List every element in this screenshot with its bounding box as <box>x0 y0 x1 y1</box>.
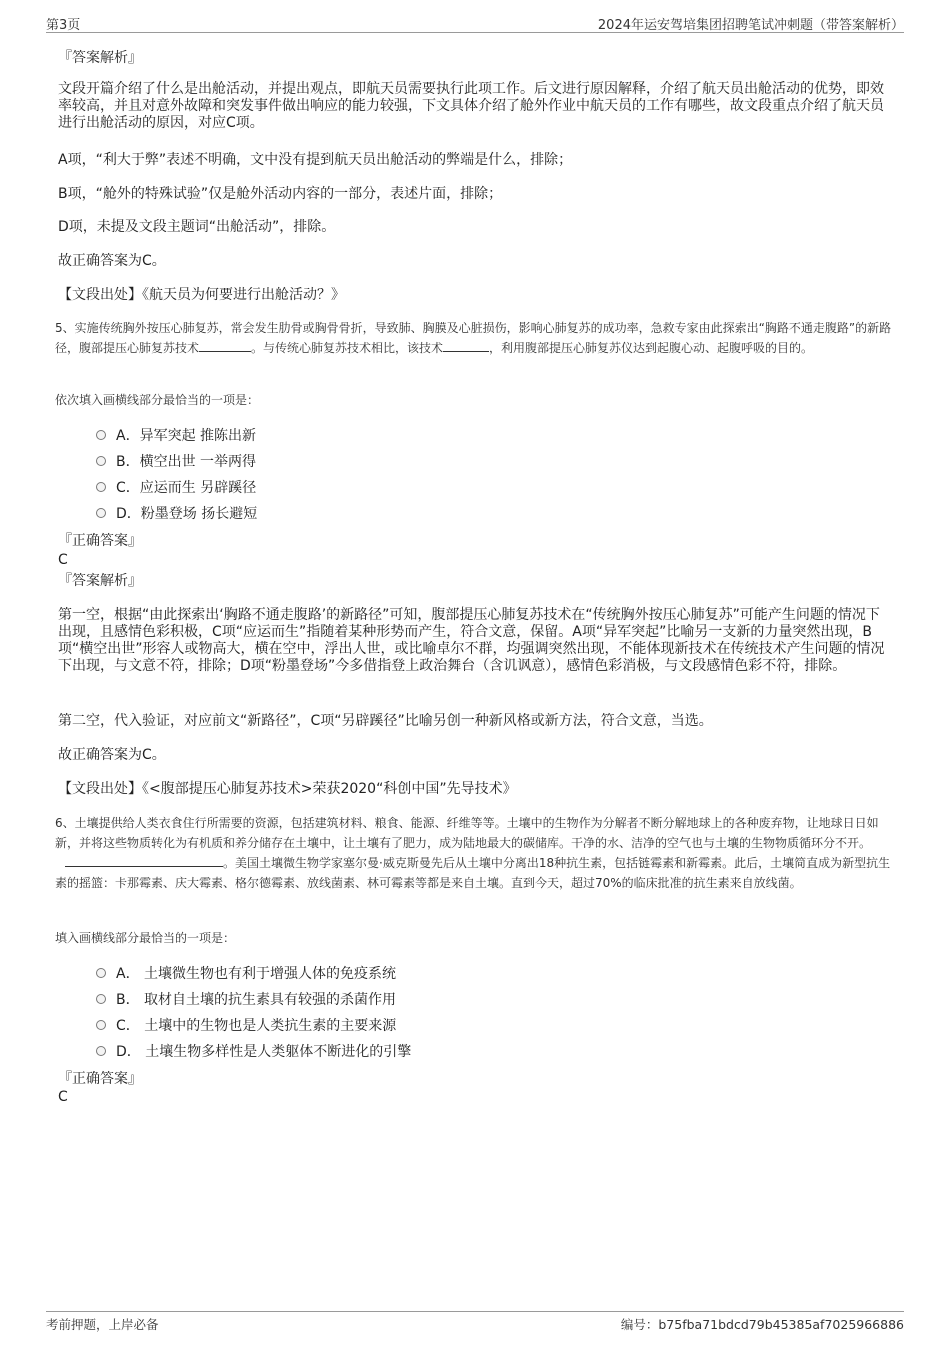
stem-text: ，利用腹部提压心肺复苏仪达到起腹心动、起腹呼吸的目的。 <box>489 341 814 355</box>
option-a[interactable] <box>96 427 256 445</box>
option-label: C．应运而生 另辟蹊径 <box>116 480 257 496</box>
option-d[interactable] <box>96 505 257 523</box>
stem-text: 5、实施传统胸外按压心肺复苏，常会发生肋骨或胸骨骨折，导致肺、胸膜及心脏损伤，影响心肺复苏的成功率，急救专家由此探索出“胸路不通走腹路”的新路径，腹部提压心肺复苏技术 <box>55 321 892 355</box>
document-code: 编号：b75fba71bdcd79b45385af7025966886 <box>620 1317 904 1332</box>
page-footer <box>46 1311 904 1334</box>
option-c[interactable] <box>96 1017 396 1035</box>
radio-button[interactable] <box>96 994 106 1004</box>
stem-text: 。与传统心肺复苏技术相比，该技术 <box>251 341 444 355</box>
analysis-paragraph-1: 第一空，根据“由此探索出‘胸路不通走腹路’的新路径”可知，腹部提压心肺复苏技术在“传统胸外按压心肺复苏”可能产生问题的情况下出现，且感情色彩积极，C项“应运而生”指随着某种形势而产生，符合文意，保留。A项“异军突起”比喻另一支新的力量突然出现，B项“横空出世”形容人或物高大，横在空中，浮出人世，或比喻卓尔不群，均强调突然出现，不能体现新技术在传统技术产生问题的情况下出现，与文意不符，排除；D项“粉墨登场”今多借指登上政治舞台（含讥讽意），感情色彩消极，与文段感情色彩不符，排除。 <box>58 607 885 674</box>
question-5-stem <box>55 318 893 358</box>
radio-button[interactable] <box>96 1020 106 1030</box>
source-citation: 【文段出处】《航天员为何要进行出舱活动？》 <box>58 287 345 303</box>
page-header <box>46 12 904 33</box>
option-c[interactable] <box>96 479 256 497</box>
question-6-instruction: 填入画横线部分最恰当的一项是： <box>55 931 236 945</box>
option-label: D．粉墨登场 扬长避短 <box>116 506 258 522</box>
page-number: 第3页 <box>46 18 81 33</box>
radio-button[interactable] <box>96 968 106 978</box>
source-citation: 【文段出处】《<腹部提压心肺复苏技术>荣获2020“科创中国”先导技术》 <box>58 781 517 797</box>
analysis-label: 『答案解析』 <box>58 573 142 589</box>
option-label: C． 土壤中的生物也是人类抗生素的主要来源 <box>116 1018 397 1034</box>
option-b[interactable] <box>96 991 396 1009</box>
fill-blank <box>65 854 223 867</box>
option-label: A．异军突起 推陈出新 <box>116 428 257 444</box>
answer-value: C <box>58 1089 68 1105</box>
analysis-text: 文段开篇介绍了什么是出舱活动，并提出观点，即航天员需要执行此项工作。后文进行原因解释，介绍了航天员出舱活动的优势，即效率较高，并且对意外故障和突发事件做出响应的能力较强，下文具体介绍了舱外作业中航天员的工作有哪些，故文段重点介绍了航天员进行出舱活动的原因，对应C项。 <box>58 81 884 131</box>
option-a[interactable] <box>96 965 396 983</box>
radio-button[interactable] <box>96 1046 106 1056</box>
document-title: 2024年运安驾培集团招聘笔试冲刺题（带答案解析） <box>597 18 904 33</box>
answer-label: 『正确答案』 <box>58 533 142 549</box>
conclusion: 故正确答案为C。 <box>58 747 166 763</box>
answer-label: 『正确答案』 <box>58 1071 142 1087</box>
radio-button[interactable] <box>96 430 106 440</box>
option-a-exclusion: A项，“利大于弊”表述不明确，文中没有提到航天员出舱活动的弊端是什么，排除； <box>58 152 573 168</box>
stem-text: 6、土壤提供给人类衣食住行所需要的资源，包括建筑材料、粮食、能源、纤维等等。土壤中的生物作为分解者不断分解地球上的各种废弃物，让地球日日如新，并将这些物质转化为有机质和养分储存在土壤中，让土壤有了肥力，成为陆地最大的碳储库。干净的水、洁净的空气也与土壤的生物物质循环分不开。 <box>55 816 879 850</box>
footer-slogan: 考前押题，上岸必备 <box>46 1317 159 1332</box>
option-label: B． 取材自土壤的抗生素具有较强的杀菌作用 <box>116 992 397 1008</box>
option-label: B．横空出世 一举两得 <box>116 454 257 470</box>
radio-button[interactable] <box>96 456 106 466</box>
question-5-instruction: 依次填入画横线部分最恰当的一项是： <box>55 393 260 407</box>
analysis-label: 『答案解析』 <box>58 50 142 66</box>
option-b-exclusion: B项，“舱外的特殊试验”仅是舱外活动内容的一部分，表述片面，排除； <box>58 186 503 202</box>
option-d-exclusion: D项，未提及文段主题词“出舱活动”，排除。 <box>58 219 336 235</box>
fill-blank <box>199 339 251 352</box>
analysis-paragraph-2: 第二空，代入验证，对应前文“新路径”，C项“另辟蹊径”比喻另创一种新风格或新方法，符合文意，当选。 <box>58 713 713 729</box>
radio-button[interactable] <box>96 482 106 492</box>
option-d[interactable] <box>96 1043 411 1061</box>
stem-text: 。美国土壤微生物学家塞尔曼·威克斯曼先后从土壤中分离出18种抗生素，包括链霉素和新霉素。此后，土壤简直成为新型抗生素的摇篮：卡那霉素、庆大霉素、格尔德霉素、放线菌素、林可霉素等都是来自土壤。直到今天，超过70%的临床批准的抗生素来自放线菌。 <box>55 856 891 890</box>
option-label: D． 土壤生物多样性是人类躯体不断进化的引擎 <box>116 1044 412 1060</box>
answer-value: C <box>58 552 68 568</box>
conclusion: 故正确答案为C。 <box>58 253 166 269</box>
radio-button[interactable] <box>96 508 106 518</box>
question-6-stem <box>55 813 893 893</box>
fill-blank <box>443 339 489 352</box>
option-label: A． 土壤微生物也有利于增强人体的免疫系统 <box>116 966 397 982</box>
option-b[interactable] <box>96 453 256 471</box>
